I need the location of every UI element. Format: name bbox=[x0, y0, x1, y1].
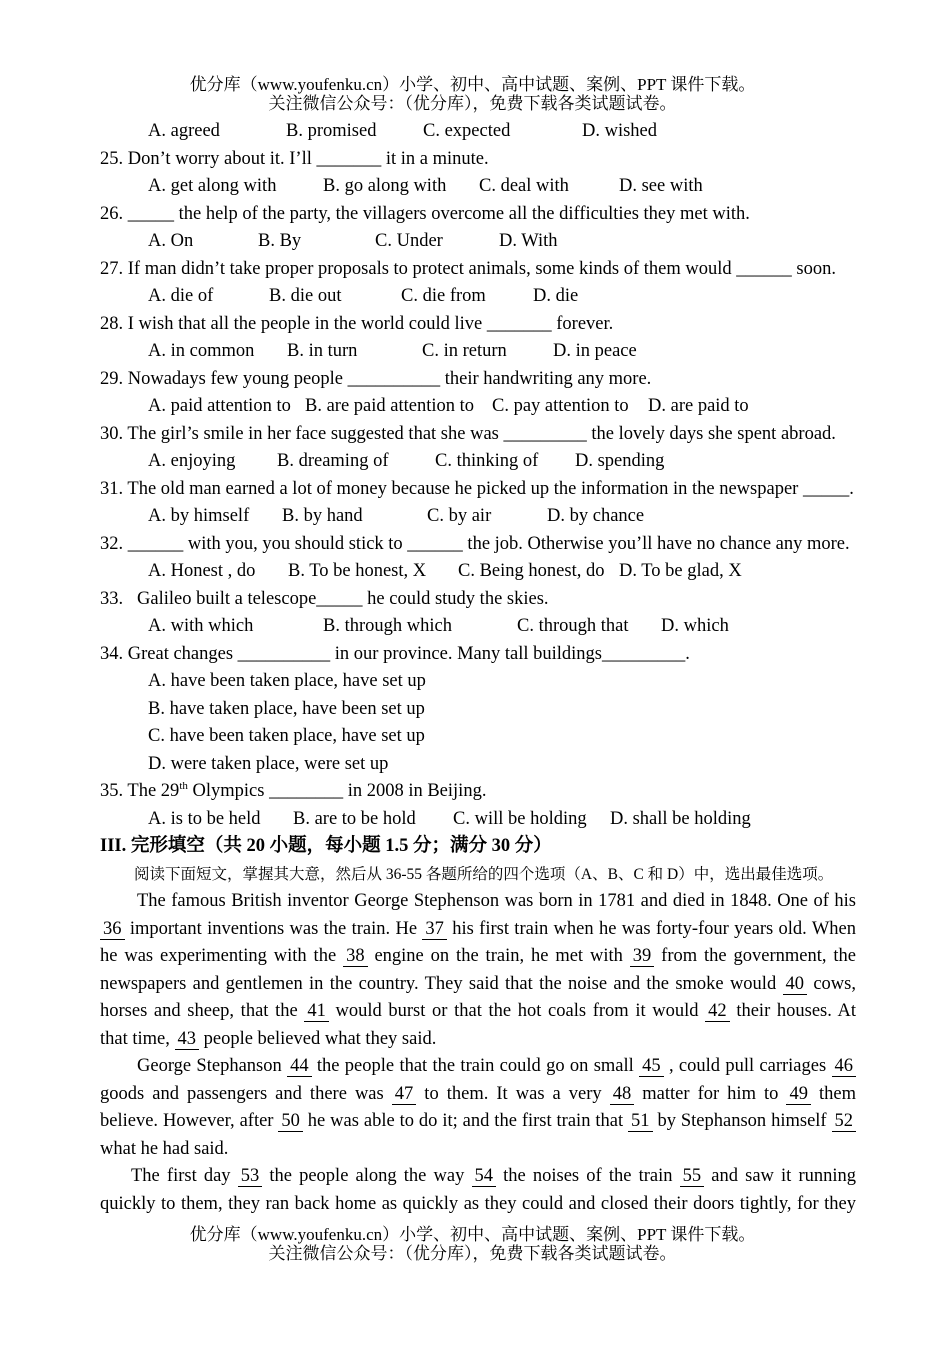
question-stem: 33. Galileo built a telescope_____ he could study the skies. bbox=[100, 588, 549, 609]
exam-content bbox=[0, 118, 950, 1218]
option-c: C. by air bbox=[427, 506, 492, 527]
passage-text: people believed what they said. bbox=[199, 1028, 437, 1049]
passage-text: and saw it running bbox=[704, 1166, 857, 1187]
option-d: D. which bbox=[661, 616, 729, 637]
option-row bbox=[0, 228, 950, 256]
blank-45: 45 bbox=[639, 1056, 664, 1077]
passage-line bbox=[100, 1191, 856, 1219]
option-c: C. have been taken place, have set up bbox=[148, 726, 425, 747]
option-c: C. expected bbox=[423, 121, 511, 142]
passage-line bbox=[137, 1053, 856, 1081]
footer-line-1: 优分库（www.youfenku.cn）小学、初中、高中试题、案例、PPT 课件下载。 bbox=[189, 1224, 756, 1244]
question-stem: 32. ______ with you, you should stick to ______ the job. Otherwise you’ll have no chance any more. bbox=[100, 533, 850, 554]
section-title: III. 完形填空（共 20 小题，每小题 1.5 分；满分 30 分） bbox=[100, 836, 552, 857]
passage-text: , could pull carriages bbox=[663, 1056, 832, 1077]
passage-line bbox=[131, 1163, 856, 1191]
option-row bbox=[0, 338, 950, 366]
passage-text: the people that the train could go on small bbox=[311, 1056, 640, 1077]
option-d: D. shall be holding bbox=[610, 808, 751, 829]
question-stem: 28. I wish that all the people in the world could live _______ forever. bbox=[100, 313, 614, 334]
option-row bbox=[0, 118, 950, 146]
passage-line bbox=[100, 916, 856, 944]
passage-line bbox=[100, 971, 856, 999]
passage-text: the people along the way bbox=[262, 1166, 472, 1187]
blank-54: 54 bbox=[472, 1166, 497, 1187]
blank-40: 40 bbox=[783, 974, 808, 995]
passage-text: engine on the train, he met with bbox=[367, 946, 630, 967]
question-stem: 30. The girl’s smile in her face suggested that she was _________ the lovely days she spent abroad. bbox=[100, 423, 836, 444]
option-a: A. Honest , do bbox=[148, 561, 256, 582]
option-d: D. see with bbox=[619, 176, 703, 197]
option-b: B. by hand bbox=[282, 506, 363, 527]
superscript: th bbox=[179, 780, 188, 793]
passage-text: their houses. At bbox=[729, 1001, 856, 1022]
option-row bbox=[0, 283, 950, 311]
option-row bbox=[0, 806, 950, 834]
option-c: C. deal with bbox=[479, 176, 569, 197]
cloze-passage bbox=[0, 888, 950, 1218]
footer-line-2: 关注微信公众号：（优分库），免费下载各类试题试卷。 bbox=[268, 1243, 677, 1263]
option-row bbox=[0, 613, 950, 641]
passage-text: newspapers and gentlemen in the country. They said that the noise and the smoke would bbox=[100, 973, 783, 994]
option-b: B. dreaming of bbox=[277, 451, 389, 472]
option-a: A. in common bbox=[148, 341, 255, 362]
question-stem: 34. Great changes __________ in our province. Many tall buildings_________. bbox=[100, 643, 690, 664]
option-d: D. spending bbox=[575, 451, 665, 472]
passage-text: his first train when he was forty-four years old. When bbox=[446, 918, 856, 939]
passage-text: he was able to do it; and the first train that bbox=[302, 1111, 629, 1132]
option-a: A. agreed bbox=[148, 121, 220, 142]
passage-text: The famous British inventor George Stephenson was born in 1781 and died in 1848. One of his bbox=[137, 891, 856, 912]
stem-text: Olympics ________ in 2008 in Beijing. bbox=[187, 781, 487, 802]
passage-text: believe. However, after bbox=[100, 1111, 279, 1132]
passage-line bbox=[100, 1108, 856, 1136]
passage-text: by Stephanson himself bbox=[652, 1111, 832, 1132]
header-line-2: 关注微信公众号：（优分库），免费下载各类试题试卷。 bbox=[268, 93, 677, 113]
option-d: D. die bbox=[533, 286, 579, 307]
blank-38: 38 bbox=[343, 946, 368, 967]
blank-52: 52 bbox=[832, 1111, 857, 1132]
blank-47: 47 bbox=[392, 1084, 417, 1105]
passage-line bbox=[100, 998, 856, 1026]
passage-text: would burst or that the hot coals from it would bbox=[328, 1001, 706, 1022]
blank-36: 36 bbox=[100, 919, 125, 940]
stem-text: 35. The 29 bbox=[100, 781, 180, 802]
option-b: B. By bbox=[258, 231, 302, 252]
option-row bbox=[0, 393, 950, 421]
blank-46: 46 bbox=[832, 1056, 857, 1077]
blank-43: 43 bbox=[175, 1029, 200, 1050]
passage-text: to them. It was a very bbox=[416, 1083, 610, 1104]
option-b: B. die out bbox=[269, 286, 342, 307]
option-b: B. in turn bbox=[287, 341, 358, 362]
page-footer bbox=[0, 1225, 945, 1263]
passage-text: from the government, the bbox=[654, 946, 856, 967]
blank-51: 51 bbox=[628, 1111, 653, 1132]
option-b: B. To be honest, X bbox=[288, 561, 427, 582]
passage-text: George Stephanson bbox=[137, 1056, 288, 1077]
blank-53: 53 bbox=[238, 1166, 263, 1187]
question-stem: 25. Don’t worry about it. I’ll _______ it in a minute. bbox=[100, 148, 489, 169]
question-stem: 29. Nowadays few young people __________ their handwriting any more. bbox=[100, 368, 652, 389]
page-header bbox=[0, 75, 945, 113]
option-row bbox=[0, 173, 950, 201]
option-row bbox=[0, 448, 950, 476]
option-a: A. is to be held bbox=[148, 808, 261, 829]
option-c: C. Being honest, do bbox=[458, 561, 605, 582]
option-a: A. with which bbox=[148, 616, 254, 637]
option-c: C. in return bbox=[422, 341, 507, 362]
blank-39: 39 bbox=[630, 946, 655, 967]
option-c: C. die from bbox=[401, 286, 486, 307]
option-d: D. are paid to bbox=[648, 396, 749, 417]
blank-37: 37 bbox=[422, 919, 447, 940]
passage-text: cows, bbox=[807, 973, 856, 994]
option-a: A. On bbox=[148, 231, 194, 252]
option-b: B. have taken place, have been set up bbox=[148, 698, 425, 719]
option-c: C. through that bbox=[517, 616, 629, 637]
section-instruction: 阅读下面短文，掌握其大意，然后从 36-55 各题所给的四个选项（A、B、C 和 D）中，选出最佳选项。 bbox=[134, 865, 834, 883]
header-line-1: 优分库（www.youfenku.cn）小学、初中、高中试题、案例、PPT 课件下载。 bbox=[189, 74, 756, 94]
passage-text: he was experimenting with the bbox=[100, 946, 344, 967]
option-b: B. go along with bbox=[323, 176, 447, 197]
option-row bbox=[0, 503, 950, 531]
blank-42: 42 bbox=[705, 1001, 730, 1022]
passage-text: The first day bbox=[131, 1166, 238, 1187]
option-d: D. by chance bbox=[547, 506, 645, 527]
passage-line bbox=[100, 943, 856, 971]
blank-48: 48 bbox=[610, 1084, 635, 1105]
question-stem: 26. _____ the help of the party, the villagers overcome all the difficulties they met with. bbox=[100, 203, 750, 224]
blank-49: 49 bbox=[786, 1084, 811, 1105]
passage-text: quickly to them, they ran back home as quickly as they could and closed their doors tightly, for they bbox=[100, 1193, 856, 1214]
option-row bbox=[0, 558, 950, 586]
option-b: B. are to be hold bbox=[293, 808, 416, 829]
blank-55: 55 bbox=[680, 1166, 705, 1187]
blank-44: 44 bbox=[287, 1056, 312, 1077]
passage-line bbox=[100, 1081, 856, 1109]
option-c: C. will be holding bbox=[453, 808, 587, 829]
blank-50: 50 bbox=[278, 1111, 303, 1132]
option-a: A. paid attention to bbox=[148, 396, 291, 417]
question-stem: 31. The old man earned a lot of money because he picked up the information in the newspaper _____. bbox=[100, 478, 854, 499]
option-a: A. by himself bbox=[148, 506, 250, 527]
option-a: A. enjoying bbox=[148, 451, 236, 472]
passage-line bbox=[137, 888, 856, 916]
option-c: C. pay attention to bbox=[492, 396, 629, 417]
option-d: D. With bbox=[499, 231, 558, 252]
blank-41: 41 bbox=[304, 1001, 329, 1022]
passage-text: the noises of the train bbox=[496, 1166, 680, 1187]
option-d: D. To be glad, X bbox=[619, 561, 742, 582]
passage-text: important inventions was the train. He bbox=[124, 918, 423, 939]
option-d: D. were taken place, were set up bbox=[148, 753, 389, 774]
question-stem: 27. If man didn’t take proper proposals to protect animals, some kinds of them would ______ soon. bbox=[100, 258, 836, 279]
passage-text: matter for him to bbox=[634, 1083, 787, 1104]
option-c: C. Under bbox=[375, 231, 443, 252]
multiple-choice-questions bbox=[0, 118, 950, 833]
passage-line bbox=[100, 1026, 856, 1054]
question-stem bbox=[0, 778, 950, 806]
option-d: D. wished bbox=[582, 121, 658, 142]
option-a: A. get along with bbox=[148, 176, 277, 197]
option-a: A. die of bbox=[148, 286, 214, 307]
option-b: B. are paid attention to bbox=[305, 396, 475, 417]
passage-text: horses and sheep, that the bbox=[100, 1001, 305, 1022]
passage-line bbox=[100, 1136, 856, 1164]
passage-text: goods and passengers and there was bbox=[100, 1083, 392, 1104]
option-b: B. through which bbox=[323, 616, 452, 637]
passage-text: that time, bbox=[100, 1028, 175, 1049]
option-d: D. in peace bbox=[553, 341, 637, 362]
passage-text: what he had said. bbox=[100, 1138, 229, 1159]
option-b: B. promised bbox=[286, 121, 377, 142]
option-a: A. have been taken place, have set up bbox=[148, 671, 426, 692]
passage-text: them bbox=[810, 1083, 856, 1104]
option-c: C. thinking of bbox=[435, 451, 539, 472]
